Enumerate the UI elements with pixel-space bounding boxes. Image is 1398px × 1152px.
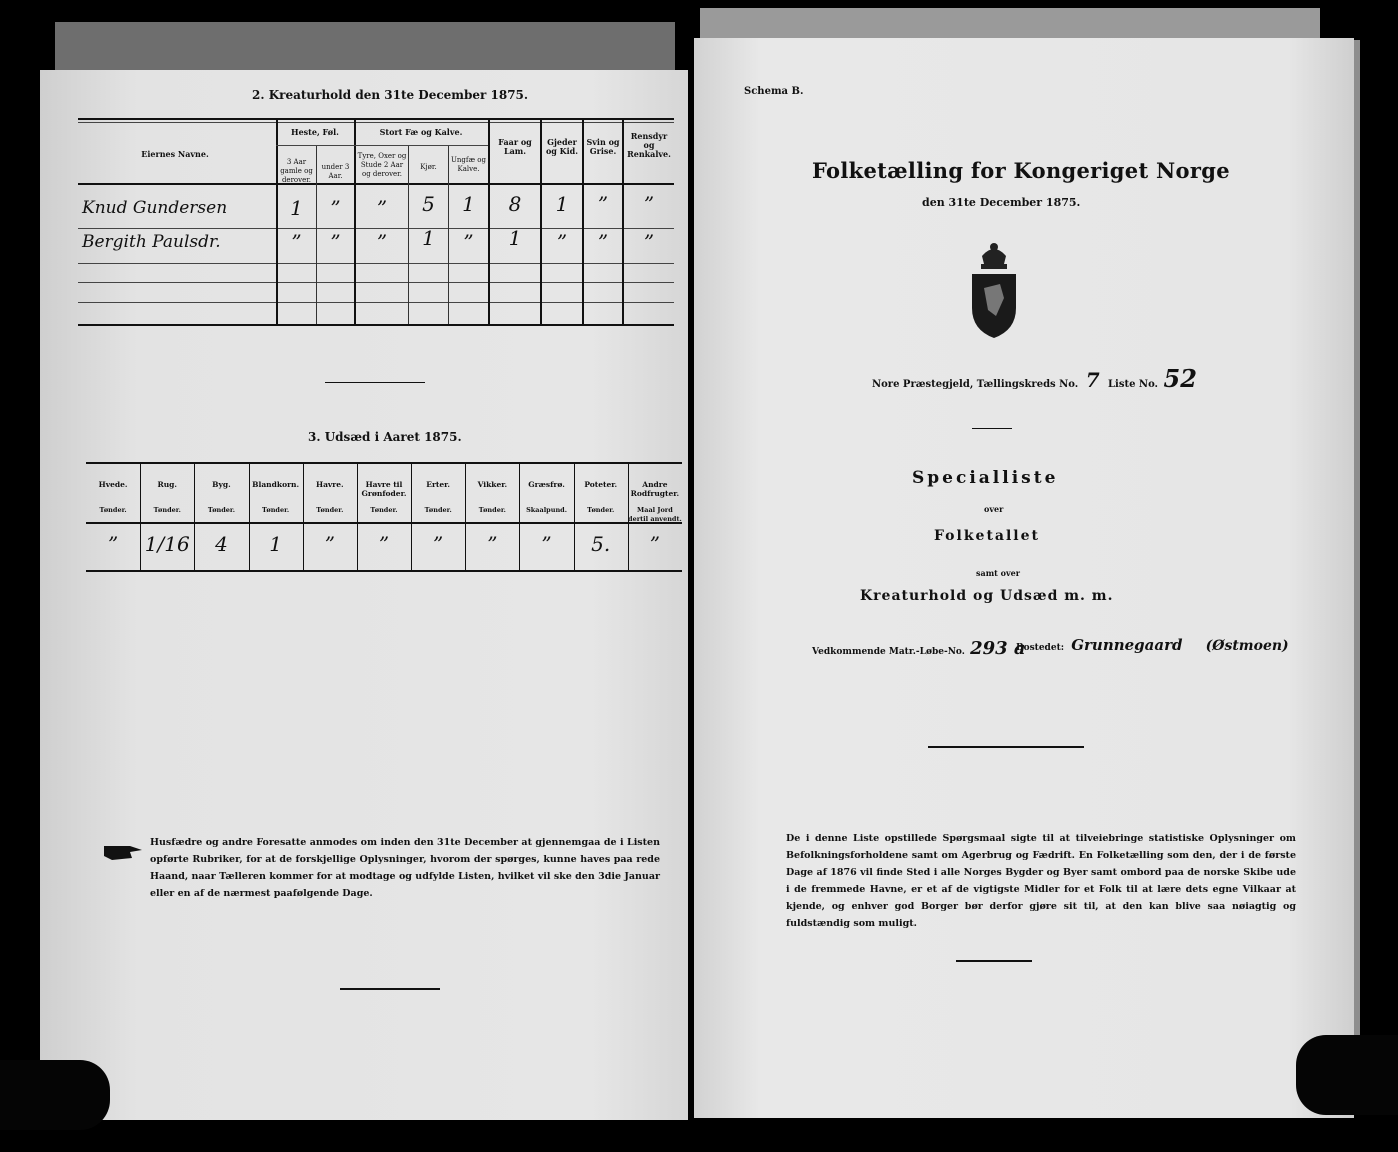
matr-number: 293 a	[970, 638, 1026, 659]
cell-value: ”	[330, 196, 341, 220]
cell-value: ”	[330, 230, 341, 254]
seed-unit: Tønder.	[262, 506, 290, 514]
list-number: 52	[1163, 364, 1197, 393]
header-owner: Eiernes Navne.	[141, 149, 209, 159]
bosted-extra: (Østmoen)	[1205, 638, 1289, 654]
header-horses-young: under 3 Aar.	[321, 163, 350, 180]
cell-value: ”	[643, 230, 655, 254]
seed-value: ”	[487, 532, 498, 556]
list-label: Liste No.	[1108, 379, 1159, 390]
header-goats: Gjeder og Kid.	[545, 137, 579, 156]
cell-value: 1	[290, 196, 303, 220]
matr-label: Vedkommende Matr.-Løbe-No.	[812, 647, 965, 657]
divider	[956, 960, 1032, 962]
kreaturhold-heading: Kreaturhold og Udsæd m. m.	[860, 588, 1114, 604]
cell-value: ”	[376, 196, 388, 220]
seed-unit: Tønder.	[478, 506, 506, 514]
seed-unit: Tønder.	[587, 506, 615, 514]
seed-header: Erter.	[426, 480, 451, 489]
coat-of-arms-icon	[964, 238, 1024, 344]
seed-unit: Tønder.	[153, 506, 181, 514]
list-line	[1108, 364, 1197, 393]
cell-value: 1	[508, 226, 522, 250]
seed-value: 4	[215, 532, 228, 556]
header-cows: Kjør.	[420, 163, 437, 171]
district-label: Nore Præstegjeld, Tællingskreds No.	[872, 379, 1079, 390]
seed-value: ”	[378, 532, 390, 556]
district-line	[872, 368, 1100, 392]
schema-label: Schema B.	[744, 86, 804, 97]
seed-value: ”	[433, 532, 444, 556]
cell-value: ”	[643, 192, 655, 216]
divider	[340, 988, 440, 990]
cell-value: 1	[422, 226, 435, 250]
intro-paragraph: De i denne Liste opstillede Spørgsmaal sigte til at tilveiebringe statistiske Oplysninger om Befolkningsforholdene samt om Agerbrug og Fædrift. En Folketælling som den, der i de første Dage af 1876 vil finde Sted i alle Norges Bygder og Byer samt ombord paa de norske Skibe ude i de fremmede Havne, er et af de vigtigste Midler for et Folk til at lære dets egne Vilkaar at kjende, og enhver god Borger bør derfor gjøre sit til, at den kan blive saa nøiagtig og fuldstændig som muligt.	[786, 833, 1296, 929]
seed-header: Poteter.	[584, 480, 618, 489]
seed-unit: Maal Jord dertil anvendt.	[628, 506, 682, 523]
over-text: over	[984, 504, 1004, 514]
cell-value: ”	[597, 230, 609, 254]
bosted-line	[1016, 636, 1289, 654]
samt-over-text: samt over	[976, 568, 1020, 578]
header-young-cattle: Ungfæ og Kalve.	[451, 156, 486, 173]
specialliste-heading: Specialliste	[912, 468, 1059, 488]
seed-value: 1	[269, 532, 282, 556]
seed-header: Vikker.	[477, 480, 508, 489]
left-page	[40, 70, 688, 1120]
seed-unit: Tønder.	[370, 506, 398, 514]
cell-value: 8	[508, 192, 522, 216]
seed-header: Andre Rodfrugter.	[630, 480, 680, 498]
cell-value: ”	[376, 230, 388, 254]
seed-value: ”	[649, 532, 661, 556]
pointing-hand-icon	[102, 840, 146, 866]
divider	[928, 746, 1084, 748]
header-pigs: Svin og Grise.	[586, 137, 620, 156]
census-title: Folketælling for Kongeriget Norge	[812, 158, 1230, 183]
cell-value: ”	[597, 192, 609, 216]
seed-value: 5.	[591, 532, 611, 556]
seed-header: Rug.	[157, 480, 178, 489]
seed-header: Byg.	[212, 480, 231, 489]
clip-mark	[0, 1060, 110, 1130]
matr-line	[812, 638, 1026, 659]
seed-title: 3. Udsæd i Aaret 1875.	[308, 430, 462, 444]
owner-name: Knud Gundersen	[82, 198, 228, 218]
seed-unit: Tønder.	[207, 506, 236, 514]
seed-header: Blandkorn.	[252, 480, 300, 489]
seed-header: Havre.	[315, 480, 344, 489]
right-page	[694, 38, 1354, 1118]
cell-value: ”	[556, 230, 568, 254]
folketallet-heading: Folketallet	[934, 528, 1040, 544]
seed-header: Græsfrø.	[528, 480, 565, 489]
divider	[325, 382, 425, 383]
header-reindeer: Rensdyr og Renkalve.	[627, 131, 671, 159]
seed-unit: Skaalpund.	[526, 506, 567, 514]
district-number: 7	[1085, 368, 1100, 392]
seed-unit: Tønder.	[99, 506, 127, 514]
bosted-label: Bostedet:	[1016, 643, 1065, 653]
header-oxen: Tyre, Oxer og Stude 2 Aar og derover.	[357, 152, 407, 178]
header-horses-old: 3 Aar gamle og derover.	[280, 158, 313, 184]
notice-paragraph: Husfædre og andre Foresatte anmodes om inden den 31te December at gjennemgaa de i Listen opførte Rubriker, for at de forskjellige Oplysninger, hvorom der spørges, kunne haves paa rede Haand, naar Tælleren kommer for at modtage og udfylde Listen, hvilket vil ske den 3die Januar eller en af de nærmest paafølgende Dage.	[150, 837, 660, 899]
seed-value: ”	[541, 532, 552, 556]
bosted-value: Grunnegaard	[1071, 636, 1183, 654]
seed-unit: Tønder.	[316, 506, 344, 514]
seed-value: ”	[107, 532, 119, 556]
seed-unit: Tønder.	[424, 506, 452, 514]
cell-value: 1	[555, 192, 569, 216]
seed-value: 1/16	[144, 532, 190, 556]
header-sheep: Faar og Lam.	[498, 137, 532, 156]
clip-mark	[1296, 1035, 1398, 1115]
cell-value: ”	[463, 230, 474, 254]
cell-value: 5	[422, 192, 435, 216]
livestock-title: 2. Kreaturhold den 31te December 1875.	[252, 88, 529, 102]
owner-name: Bergith Paulsdr.	[82, 232, 221, 252]
seed-header: Hvede.	[98, 480, 128, 489]
cell-value: ”	[291, 230, 302, 254]
cell-value: 1	[462, 192, 475, 216]
divider	[972, 428, 1012, 429]
header-horses: Heste, Føl.	[291, 127, 339, 137]
header-cattle: Stort Fæ og Kalve.	[379, 127, 463, 137]
census-date: den 31te December 1875.	[922, 196, 1081, 209]
seed-header: Havre til Grønfoder.	[361, 480, 407, 498]
seed-value: ”	[324, 532, 335, 556]
